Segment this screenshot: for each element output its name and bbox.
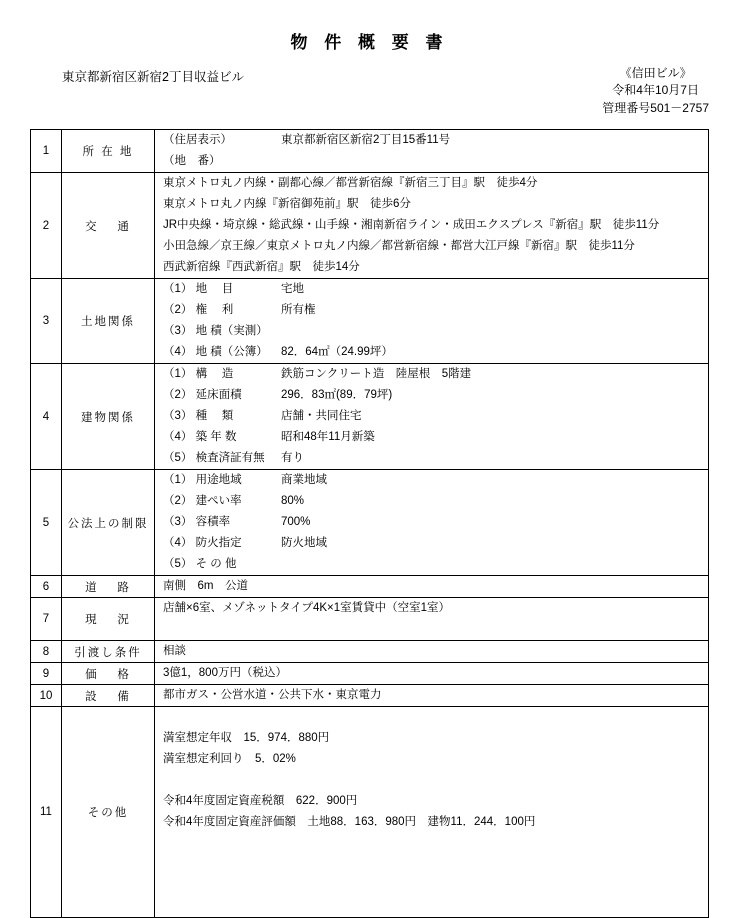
table-row [31, 641, 709, 663]
row-content-line [155, 321, 708, 342]
field-value: 82．64㎡（24.99坪） [281, 346, 393, 359]
field-label: （2） 建ぺい率 [163, 495, 242, 508]
row-content [155, 707, 709, 918]
document-page [0, 28, 739, 850]
row-content-line [155, 728, 708, 749]
table-row [31, 364, 709, 470]
row-content-line [155, 173, 708, 194]
field-label: （地 番） [163, 155, 221, 168]
row-label: 所 在 地 [62, 130, 155, 173]
row-content-line [155, 685, 708, 706]
row-content-line [155, 279, 708, 300]
row-content [155, 598, 709, 641]
field-value: 東京メトロ丸ノ内線『新宿御苑前』駅 徒歩6分 [163, 198, 411, 211]
row-content [155, 576, 709, 598]
field-label: （4） 地 積（公簿） [163, 346, 268, 359]
field-value: 所有権 [281, 304, 316, 317]
field-label: （1） 地 目 [163, 283, 234, 296]
row-content-line [155, 770, 708, 791]
row-content-line [155, 448, 708, 469]
field-value: JR中央線・埼京線・総武線・山手線・湘南新宿ライン・成田エクスプレス『新宿』駅 徒歩11分 [163, 219, 660, 232]
row-content [155, 470, 709, 576]
row-label: 公法上の制限 [62, 470, 155, 576]
row-content-line [155, 194, 708, 215]
table-row [31, 576, 709, 598]
field-value: 鉄筋コンクリート造 陸屋根 5階建 [281, 368, 472, 381]
row-content-line [155, 385, 708, 406]
row-content-line [155, 491, 708, 512]
field-label: （2） 権 利 [163, 304, 234, 317]
header-meta [602, 65, 709, 117]
row-content [155, 130, 709, 173]
row-label: 交 通 [62, 173, 155, 279]
property-name: 東京都新宿区新宿2丁目収益ビル [62, 70, 244, 84]
field-value: 小田急線／京王線／東京メトロ丸ノ内線／都営新宿線・都営大江戸線『新宿』駅 徒歩11分 [163, 240, 635, 253]
row-content-line [155, 812, 708, 833]
document-header [0, 65, 739, 117]
row-number: 7 [31, 598, 62, 641]
row-content-line [155, 576, 708, 597]
table-row [31, 598, 709, 641]
field-value: 東京都新宿区新宿2丁目15番11号 [281, 134, 451, 147]
document-date: 令和4年10月7日 [612, 83, 699, 98]
row-number: 11 [31, 707, 62, 918]
row-content-line [155, 641, 708, 662]
field-value: 宅地 [281, 283, 304, 296]
row-number: 10 [31, 685, 62, 707]
row-content-line [155, 707, 708, 728]
row-label: 土地関係 [62, 279, 155, 364]
row-content-line [155, 875, 708, 896]
row-content-line [155, 427, 708, 448]
row-number: 1 [31, 130, 62, 173]
field-value: 西武新宿線『西武新宿』駅 徒歩14分 [163, 261, 360, 274]
row-content [155, 173, 709, 279]
row-content-line [155, 663, 708, 684]
row-label: その他 [62, 707, 155, 918]
field-value: 700% [281, 516, 311, 529]
field-value: 昭和48年11月新築 [281, 431, 375, 444]
row-number: 2 [31, 173, 62, 279]
row-number: 5 [31, 470, 62, 576]
field-value: 店舗×6室、メゾネットタイプ4K×1室賃貸中（空室1室） [163, 602, 451, 615]
field-value: 令和4年度固定資産評価額 土地88．163．980円 建物11．244．100円 [163, 816, 536, 829]
building-label: 《信田ビル》 [619, 66, 692, 80]
table-row [31, 470, 709, 576]
table-row [31, 685, 709, 707]
field-label: （住居表示） [163, 134, 232, 147]
row-content-line [155, 257, 708, 278]
row-content [155, 641, 709, 663]
row-content-line [155, 619, 708, 640]
field-label: （5） そ の 他 [163, 558, 237, 571]
row-label: 引渡し条件 [62, 641, 155, 663]
row-content-line [155, 554, 708, 575]
field-value: 商業地域 [281, 474, 327, 487]
field-value: 296．83㎡(89．79坪) [281, 389, 393, 402]
row-content-line [155, 342, 708, 363]
row-label: 建物関係 [62, 364, 155, 470]
field-label: （2） 延床面積 [163, 389, 242, 402]
field-value: 満室想定利回り 5．02% [163, 753, 296, 766]
table-row [31, 279, 709, 364]
field-label: （3） 地 積（実測） [163, 325, 268, 338]
row-content [155, 364, 709, 470]
row-content-line [155, 791, 708, 812]
row-content [155, 685, 709, 707]
field-label: （1） 用途地域 [163, 474, 242, 487]
field-value: 防火地域 [281, 537, 327, 550]
row-number: 9 [31, 663, 62, 685]
management-number: 管理番号501－2757 [602, 100, 709, 115]
row-content [155, 279, 709, 364]
row-content-line [155, 406, 708, 427]
row-content-line [155, 151, 708, 172]
table-row [31, 130, 709, 173]
row-content-line [155, 833, 708, 854]
table-row [31, 707, 709, 918]
field-value: 相談 [163, 645, 186, 658]
field-value: 東京メトロ丸ノ内線・副都心線／都営新宿線『新宿三丁目』駅 徒歩4分 [163, 177, 538, 190]
row-label: 価 格 [62, 663, 155, 685]
row-content-line [155, 364, 708, 385]
row-label: 道 路 [62, 576, 155, 598]
row-content-line [155, 896, 708, 917]
property-summary-table [30, 129, 709, 918]
field-value: 店舗・共同住宅 [281, 410, 362, 423]
row-content [155, 663, 709, 685]
table-row [31, 173, 709, 279]
field-label: （4） 防火指定 [163, 537, 242, 550]
row-content-line [155, 236, 708, 257]
row-content-line [155, 533, 708, 554]
row-content-line [155, 512, 708, 533]
field-value: 令和4年度固定資産税額 622．900円 [163, 795, 358, 808]
row-content-line [155, 470, 708, 491]
row-number: 4 [31, 364, 62, 470]
table-body [31, 130, 709, 918]
field-label: （4） 築 年 数 [163, 431, 237, 444]
row-content-line [155, 130, 708, 151]
field-value: 都市ガス・公営水道・公共下水・東京電力 [163, 689, 382, 702]
row-content-line [155, 854, 708, 875]
table-row [31, 663, 709, 685]
row-content-line [155, 215, 708, 236]
field-label: （1） 構 造 [163, 368, 234, 381]
page-title: 物 件 概 要 書 [290, 33, 449, 52]
field-label: （5） 検査済証有無 [163, 452, 265, 465]
field-value: 南側 6m 公道 [163, 580, 248, 593]
row-label: 設 備 [62, 685, 155, 707]
field-value: 80% [281, 495, 305, 508]
row-number: 8 [31, 641, 62, 663]
row-number: 6 [31, 576, 62, 598]
field-value: 3億1，800万円（税込） [163, 667, 287, 680]
row-content-line [155, 300, 708, 321]
row-content-line [155, 598, 708, 619]
field-value: 有り [281, 452, 304, 465]
row-label: 現 況 [62, 598, 155, 641]
field-label: （3） 容積率 [163, 516, 231, 529]
field-value: 満室想定年収 15．974．880円 [163, 732, 330, 745]
field-label: （3） 種 類 [163, 410, 234, 423]
row-number: 3 [31, 279, 62, 364]
row-content-line [155, 749, 708, 770]
